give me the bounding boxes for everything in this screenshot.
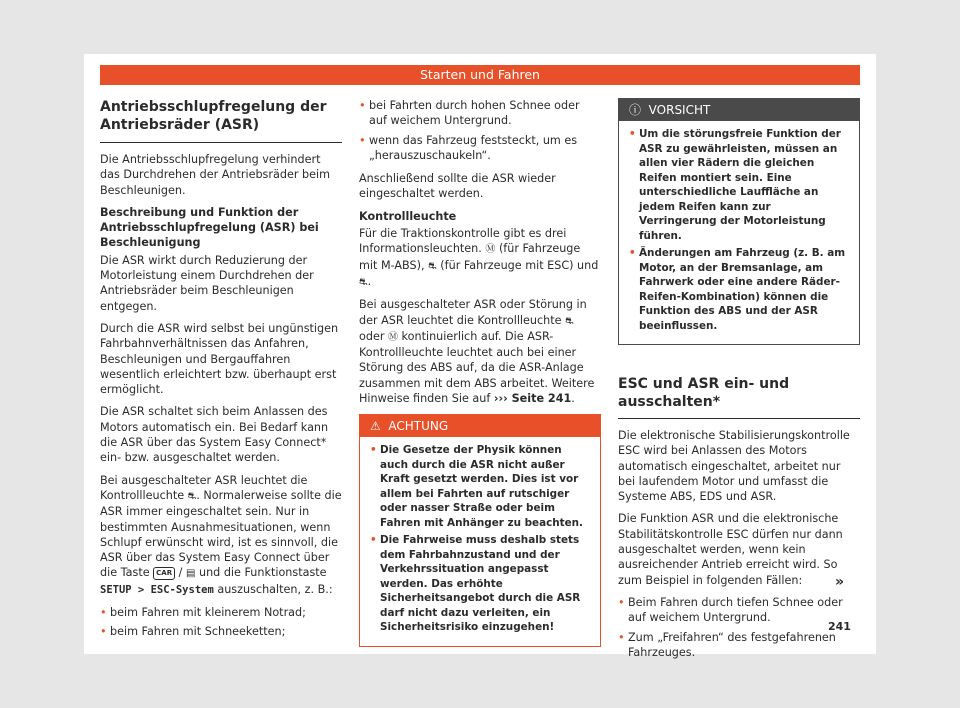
list-item: • Die Fahrweise muss deshalb stets dem Fahrbahnzustand und der Verkehrssituation angepasst werden. Das erhöhte Sicherheitsangebot durch die ASR darf nicht dazu verleiten, ein Sicherheitsrisiko einzugehen! [370, 533, 590, 635]
list-item: • Die Gesetze der Physik können auch durch die ASR nicht außer Kraft gesetzt werden. Dies ist vor allem bei Fahrten auf rutschiger oder nasser Straße oder beim Fahren mit Anhänger zu beachten. [370, 443, 590, 530]
subheading: Beschreibung und Funktion der Antriebsschlupfregelung (ASR) bei Beschleunigung [100, 205, 319, 250]
traction-warning-icon: ⛐ [187, 490, 197, 502]
page-reference-link[interactable]: ››› Seite 241 [493, 392, 572, 406]
paragraph: Die Antriebsschlupfregelung verhindert das Durchdrehen der Antriebsräder beim Beschleunigen. [100, 153, 330, 197]
paragraph: Die ASR schaltet sich beim Anlassen des Motors automatisch ein. Bei Bedarf kann die ASR über das System Easy Connect* ein- bzw. ausgeschaltet werden. [100, 405, 329, 465]
page-number: 241 [828, 620, 851, 633]
caution-body [619, 121, 859, 344]
paragraph: Die Funktion ASR und die elektronische Stabilitätskontrolle ESC dürfen nur dann ausgeschaltet werden, wenn kein ausreichender Antrieb erreicht wird. So zum Beispiel in folgenden Fällen: [618, 512, 843, 587]
list-item: • Zum „Freifahren“ des festgefahrenen Fahrzeuges. [618, 630, 860, 661]
section-title-asr: Antriebsschlupfregelung der Antriebsräder (ASR) [100, 98, 342, 143]
esc-icon: ⛐ [565, 315, 574, 327]
car-key-icon: CAR [153, 567, 175, 580]
abs-traction-icon: Ⓜ [485, 244, 496, 256]
chapter-header: Starten und Fahren [100, 65, 860, 85]
info-circle-icon: ⓘ [629, 103, 642, 117]
column-2 [359, 98, 601, 647]
list-item: • Beim Fahren durch tiefen Schnee oder auf weichem Untergrund. [618, 595, 860, 626]
continue-arrow-icon: » [835, 574, 845, 590]
warning-body [360, 437, 600, 646]
paragraph: Die elektronische Stabilisierungskontrolle ESC wird bei Anlassen des Motors automatisch eingeschaltet, arbeitet nur bei laufendem Motor und umfasst die Systeme ABS, EDS und ASR. [618, 429, 850, 504]
function-key-path: SETUP > ESC-System [100, 583, 214, 596]
car-menu-icon: ▤ [185, 568, 196, 580]
warning-box [359, 414, 601, 647]
asr-off-icon: ⛐ [359, 276, 368, 288]
paragraph: Bei ausgeschalteter ASR leuchtet die Kontrollleuchte ⛐. Normalerweise sollte die ASR immer eingeschaltet sein. Nur in bestimmten Ausnahmesituationen, wenn Schlupf erwünscht wird, ist es sinnvoll, die ASR über das System Easy Connect über die Taste CAR / ▤ und die Funktionstaste SETUP > ESC-System auszuschalten, z. B.: [100, 473, 342, 596]
list-item: • bei Fahrten durch hohen Schnee oder auf weichem Untergrund. [359, 98, 601, 129]
subheading: Kontrollleuchte [359, 209, 457, 223]
abs-traction-icon: Ⓜ [388, 331, 398, 343]
list-item: • beim Fahren mit kleinerem Notrad; [100, 605, 342, 620]
warning-triangle-icon: ⚠ [370, 419, 381, 434]
paragraph: Die ASR wirkt durch Reduzierung der Motorleistung einem Durchdrehen der Antriebsräder beim Beschleunigen entgegen. [100, 253, 314, 313]
warning-header: ⚠ ACHTUNG [360, 415, 600, 437]
column-3 [618, 98, 860, 664]
paragraph: Anschließend sollte die ASR wieder eingeschaltet werden. [359, 172, 556, 201]
section-title-esc: ESC und ASR ein- und ausschalten* [618, 375, 860, 419]
list-item: • Änderungen am Fahrzeug (z. B. am Motor, an der Bremsanlage, am Fahrwerk oder eine andere Räder-Reifen-Kombination) können die Funktion des ABS und der ASR beeinflussen. [629, 246, 849, 333]
list-item: • Um die störungsfreie Funktion der ASR zu gewährleisten, müssen an allen vier Rädern die gleichen Reifen montiert sein. Eine unterschiedliche Lauffläche an jedem Reifen kann zur Verringerung der Motorleistung führen. [629, 127, 849, 243]
paragraph: Bei ausgeschalteter ASR oder Störung in der ASR leuchtet die Kontrollleuchte ⛐ oder Ⓜ kontinuierlich auf. Die ASR-Kontrollleuchte leuchtet auch bei einer Störung des ABS auf, da die ASR-Anlage zusammen mit dem ABS arbeitet. Weitere Hinweise finden Sie auf ››› Seite 241. [359, 298, 595, 406]
list-item: • wenn das Fahrzeug feststeckt, um es „herauszuschaukeln“. [359, 133, 601, 164]
caution-header: ⓘ VORSICHT [619, 99, 859, 121]
paragraph: Durch die ASR wird selbst bei ungünstigen Fahrbahnverhältnissen das Anfahren, Beschleunigen und Bergauffahren wesentlich erleichtert bzw. überhaupt erst ermöglicht. [100, 321, 339, 397]
caution-box [618, 98, 860, 345]
list-item: • beim Fahren mit Schneeketten; [100, 624, 342, 639]
esc-icon: ⛐ [428, 260, 437, 272]
paragraph: Für die Traktionskontrolle gibt es drei Informationsleuchten. Ⓜ (für Fahrzeuge mit M-ABS), ⛐ (für Fahrzeuge mit ESC) und ⛐. [359, 226, 601, 290]
column-1 [100, 98, 342, 644]
